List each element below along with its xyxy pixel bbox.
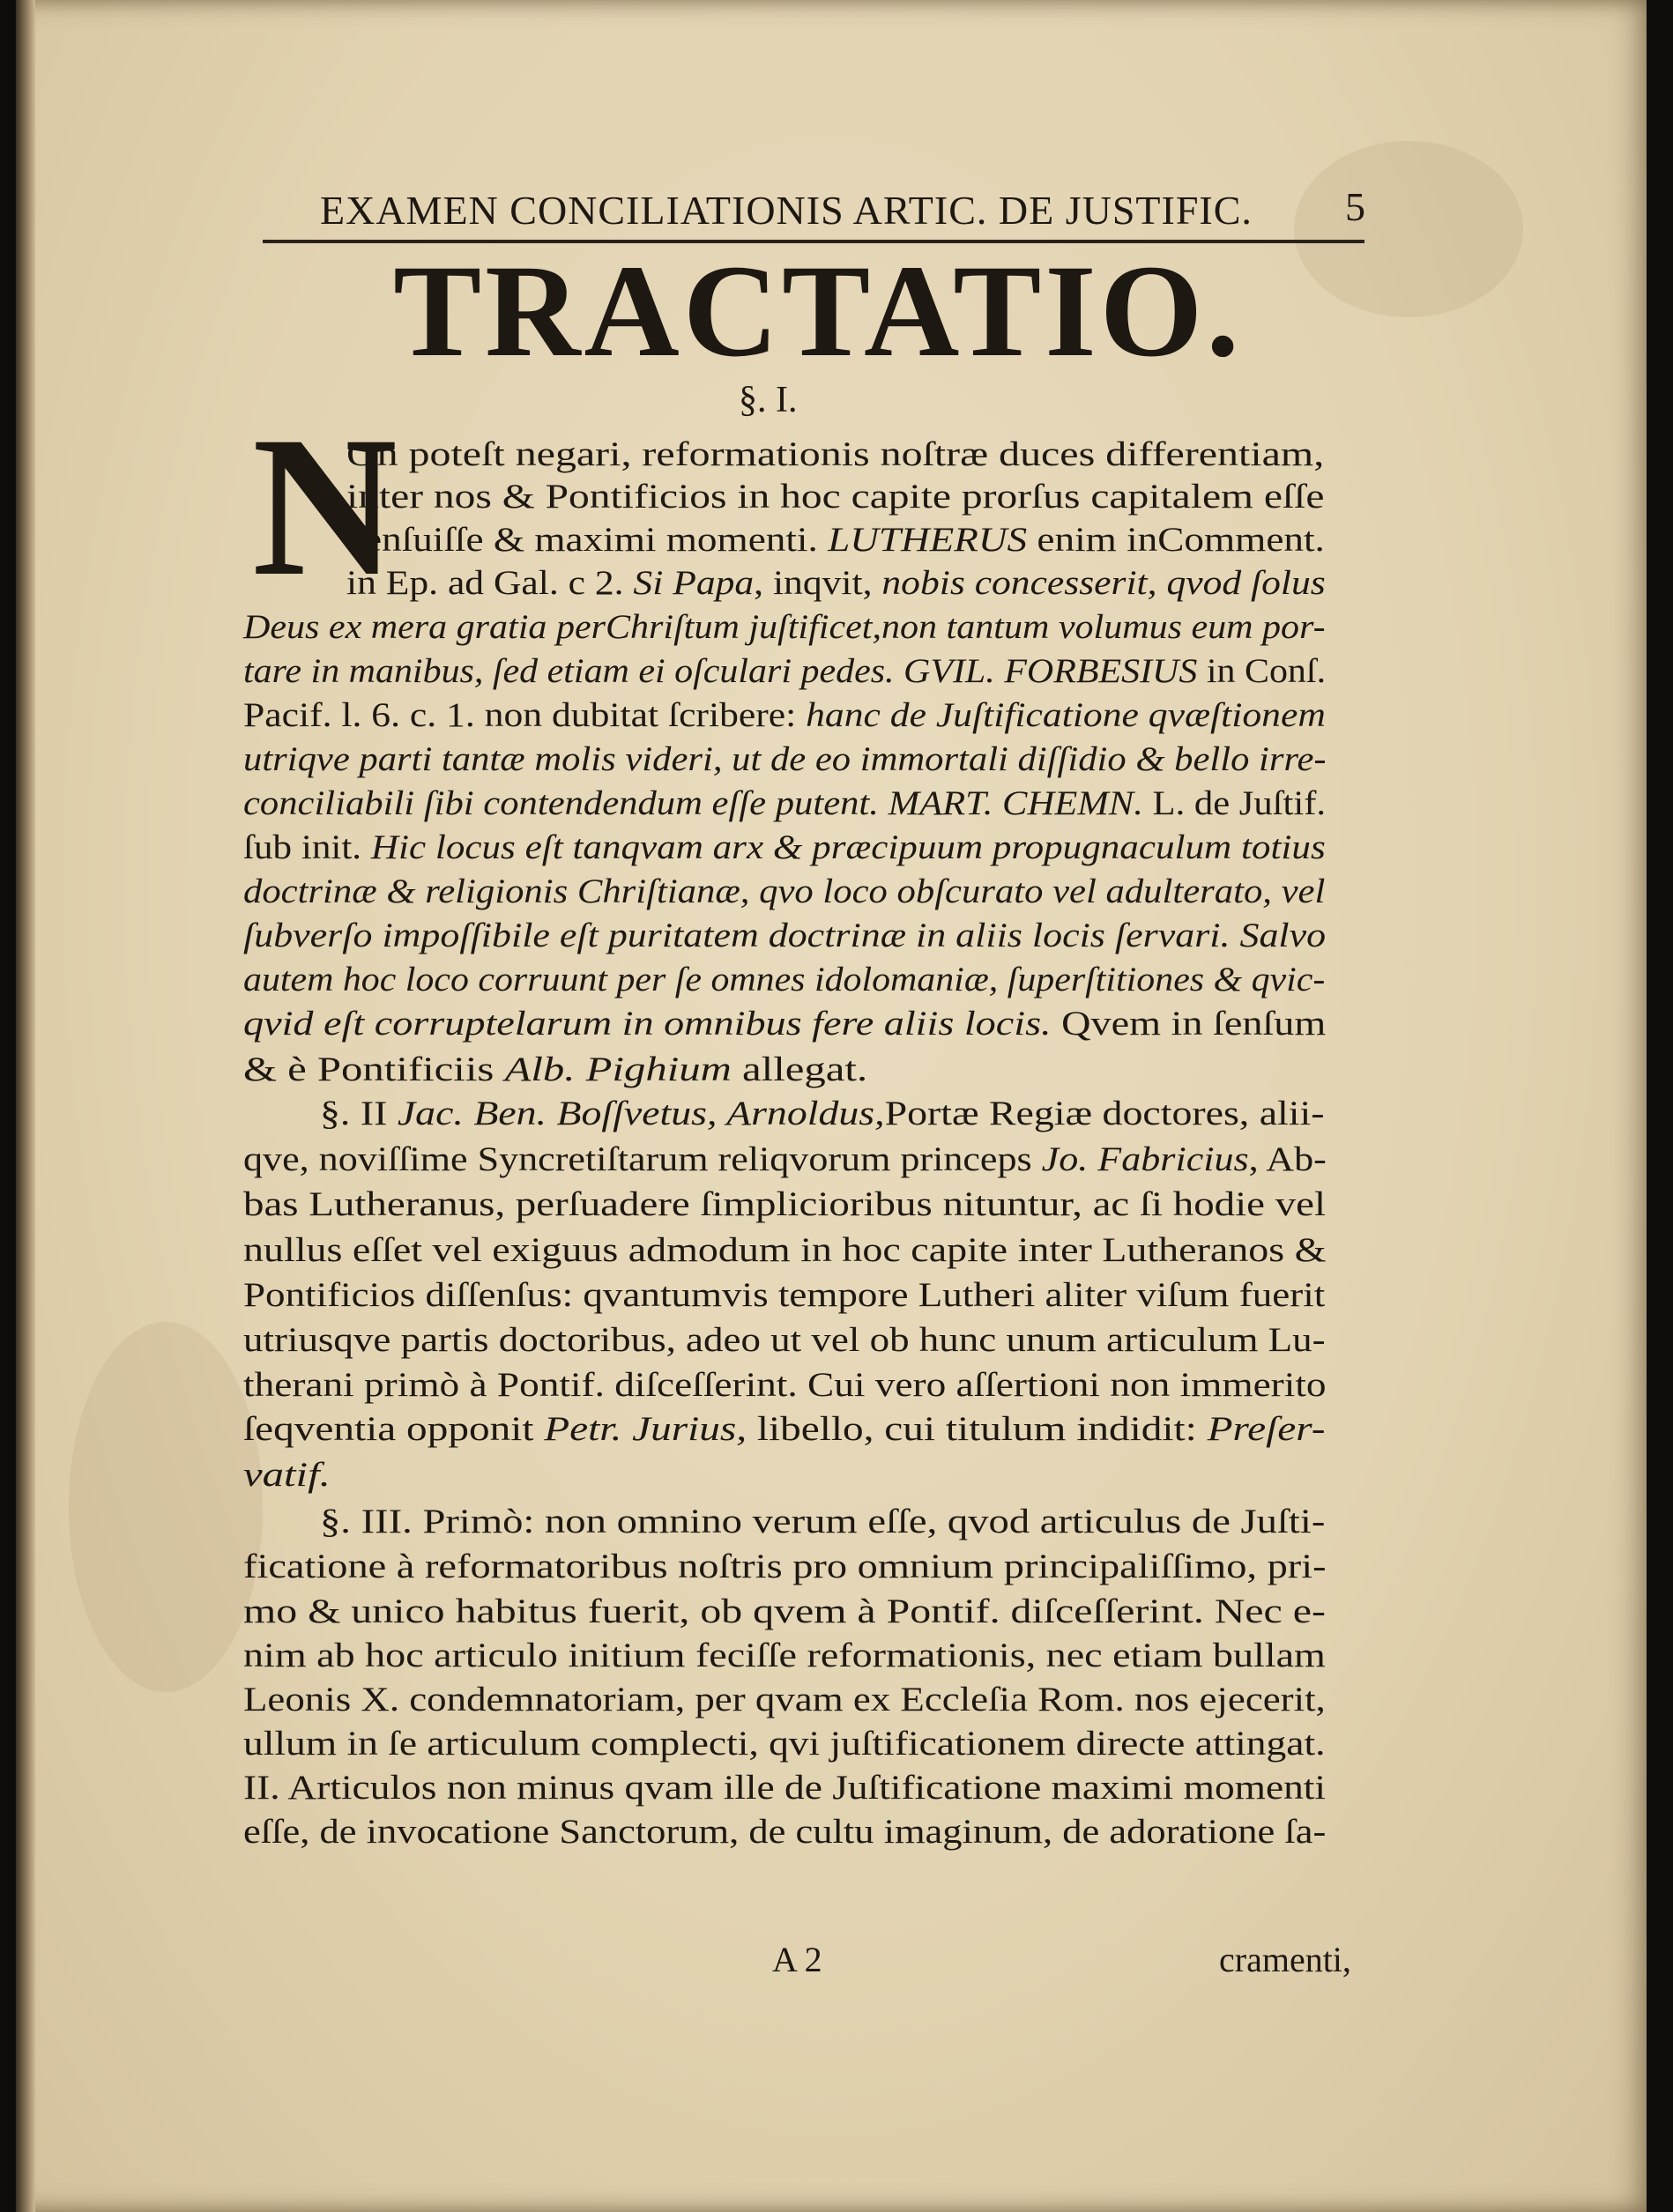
chapter-title: TRACTATIO. bbox=[393, 238, 1243, 384]
italic-run: doctrinæ & religionis Chriſtianæ, qvo loco obſcurato vel adulterato, vel bbox=[243, 872, 1326, 910]
section-heading: §. I. bbox=[739, 380, 798, 420]
text-line bbox=[243, 1229, 1326, 1272]
roman-run: nim ab hoc articulo initium feciſſe reformationis, nec etiam bullam bbox=[243, 1637, 1326, 1674]
roman-run: Pacif. l. 6. c. 1. non dubitat ſcribere: bbox=[243, 696, 807, 734]
roman-run: qve, noviſſime Syncretiſtarum reliqvorum princeps bbox=[243, 1140, 1042, 1178]
italic-run: qvid eſt corruptelarum in omnibus fere aliis locis. bbox=[243, 1005, 1052, 1043]
roman-run: in Conſ. bbox=[1197, 652, 1327, 690]
roman-run: inter nos & Pontificios in hoc capite prorſus capitalem eſſe bbox=[346, 478, 1325, 516]
text-line bbox=[346, 476, 1324, 518]
roman-run: §. III. Primò: non omnino verum eſſe, qvod articulus de Juſti- bbox=[320, 1503, 1326, 1540]
italic-run: LUTHERUS bbox=[828, 521, 1028, 559]
text-line bbox=[320, 1093, 1325, 1135]
text-line bbox=[243, 959, 1325, 1001]
italic-run: Jac. Ben. Boſſvetus, Arnoldus, bbox=[397, 1095, 885, 1132]
roman-run: in Ep. ad Gal. c 2. bbox=[346, 564, 634, 602]
text-line bbox=[243, 739, 1327, 781]
italic-run: Preſer- bbox=[1207, 1410, 1326, 1448]
roman-run: ficatione à reformatoribus noſtris pro omnium principaliſſimo, pri- bbox=[243, 1548, 1327, 1585]
italic-run: conciliabili ſibi contendendum eſſe putent. MART. CHEMN. bbox=[243, 784, 1143, 822]
roman-run: II. Articulos non minus qvam ille de Juſtificatione maximi momenti bbox=[243, 1769, 1327, 1807]
running-head: EXAMEN CONCILIATIONIS ARTIC. DE JUSTIFIC. bbox=[320, 188, 1253, 233]
text-line bbox=[243, 1723, 1325, 1765]
italic-run: Hic locus eſt tanqvam arx & præcipuum propugnaculum totius bbox=[370, 828, 1326, 866]
book-page bbox=[16, 0, 1647, 2212]
text-line bbox=[243, 783, 1326, 825]
text-line bbox=[243, 1679, 1326, 1721]
text-line bbox=[243, 1767, 1326, 1809]
text-line bbox=[346, 434, 1324, 476]
roman-run: enim inComment. bbox=[1027, 521, 1325, 559]
italic-run: ſubverſo impoſſibile eſt puritatem doctrinæ in aliis locis ſervari. Salvo bbox=[243, 917, 1327, 954]
roman-run: , Ab- bbox=[1248, 1140, 1327, 1178]
italic-run: Si Papa bbox=[633, 564, 755, 602]
roman-run: ſeqventia opponit bbox=[243, 1410, 545, 1448]
italic-run: Petr. Jurius, bbox=[544, 1410, 747, 1448]
text-line bbox=[243, 1364, 1327, 1407]
roman-run: cenſuiſſe & maximi momenti. bbox=[346, 521, 829, 559]
roman-run: therani primò à Pontif. diſceſſerint. Cui vero aſſertioni non immerito bbox=[243, 1366, 1327, 1404]
italic-run: vatif. bbox=[243, 1456, 331, 1494]
paper-stain bbox=[69, 1322, 263, 1692]
signature-mark: A 2 bbox=[772, 1940, 822, 1979]
text-line bbox=[320, 1501, 1325, 1543]
page-number: 5 bbox=[1345, 184, 1365, 229]
binding-gutter bbox=[16, 0, 35, 2212]
text-line bbox=[243, 1546, 1327, 1588]
roman-run: bas Lutheranus, perſuadere ſimplicioribus nituntur, ac ſi hodie vel bbox=[243, 1185, 1327, 1223]
italic-run: Alb. Pighium bbox=[504, 1050, 732, 1088]
text-line bbox=[243, 1274, 1325, 1317]
italic-run: tare in manibus, ſed etiam ei oſculari pedes. GVIL. FORBESIUS bbox=[243, 652, 1198, 690]
catchword: cramenti, bbox=[1219, 1940, 1351, 1979]
italic-run: hanc de Juſtificatione qvæſtionem bbox=[806, 696, 1326, 734]
text-line bbox=[243, 1003, 1326, 1045]
text-line bbox=[243, 1319, 1326, 1362]
text-line bbox=[243, 1408, 1325, 1451]
text-line bbox=[243, 606, 1326, 649]
roman-run: Pontificios diſſenſus: qvantumvis tempore Lutheri aliter viſum fuerit bbox=[243, 1276, 1326, 1314]
roman-run: ſub init. bbox=[243, 828, 371, 866]
text-line bbox=[243, 1139, 1327, 1181]
italic-run: nobis concesserit, qvod ſolus bbox=[881, 564, 1326, 602]
roman-run: mo & unico habitus fuerit, ob qvem à Pontif. diſceſſerint. Nec e- bbox=[243, 1592, 1326, 1630]
italic-run: utriqve parti tantæ molis videri, ut de eo immortali diſſidio & bello irre- bbox=[243, 740, 1327, 778]
italic-run: Deus ex mera gratia perChriſtum juſtificet,non tantum volumus eum por- bbox=[243, 608, 1326, 646]
roman-run: ullum in ſe articulum complecti, qvi juſtificationem directe attingat. bbox=[243, 1725, 1326, 1763]
text-line bbox=[346, 519, 1325, 561]
italic-run: Jo. Fabricius bbox=[1041, 1140, 1249, 1178]
roman-run: eſſe, de invocatione Sanctorum, de cultu imaginum, de adoratione ſa- bbox=[243, 1813, 1327, 1851]
text-line bbox=[243, 827, 1326, 869]
roman-run: §. II bbox=[320, 1095, 398, 1132]
text-line bbox=[243, 1635, 1326, 1677]
drop-capital: N bbox=[252, 396, 398, 618]
text-line bbox=[243, 1454, 331, 1496]
text-line bbox=[243, 1811, 1326, 1853]
roman-run: Qvem in ſenſum bbox=[1051, 1005, 1327, 1043]
roman-run: & è Pontificiis bbox=[243, 1050, 505, 1088]
roman-run: libello, cui titulum indidit: bbox=[747, 1410, 1208, 1448]
text-line bbox=[243, 871, 1325, 913]
text-line bbox=[243, 694, 1326, 737]
text-line bbox=[346, 562, 1326, 605]
italic-run: autem hoc loco corruunt per ſe omnes idolomaniæ, ſuperſtitiones & qvic- bbox=[243, 961, 1326, 998]
roman-run: nullus eſſet vel exiguus admodum in hoc capite inter Lutheranos & bbox=[243, 1231, 1327, 1269]
roman-run: On poteſt negari, reformationis noſtræ duces differentiam, bbox=[346, 435, 1325, 473]
roman-run: , inqvit, bbox=[754, 564, 882, 602]
text-line bbox=[243, 915, 1326, 957]
roman-run: allegat. bbox=[731, 1050, 868, 1088]
text-line bbox=[243, 650, 1326, 693]
roman-run: L. de Juſtif. bbox=[1142, 784, 1327, 822]
roman-run: Portæ Regiæ doctores, alii- bbox=[884, 1095, 1325, 1132]
text-line bbox=[243, 1184, 1326, 1226]
text-line bbox=[243, 1591, 1326, 1633]
roman-run: utriusqve partis doctoribus, adeo ut vel ob hunc unum articulum Lu- bbox=[243, 1321, 1326, 1359]
roman-run: Leonis X. condemnatoriam, per qvam ex Eccleſia Rom. nos ejecerit, bbox=[243, 1681, 1326, 1718]
text-line bbox=[243, 1049, 867, 1091]
